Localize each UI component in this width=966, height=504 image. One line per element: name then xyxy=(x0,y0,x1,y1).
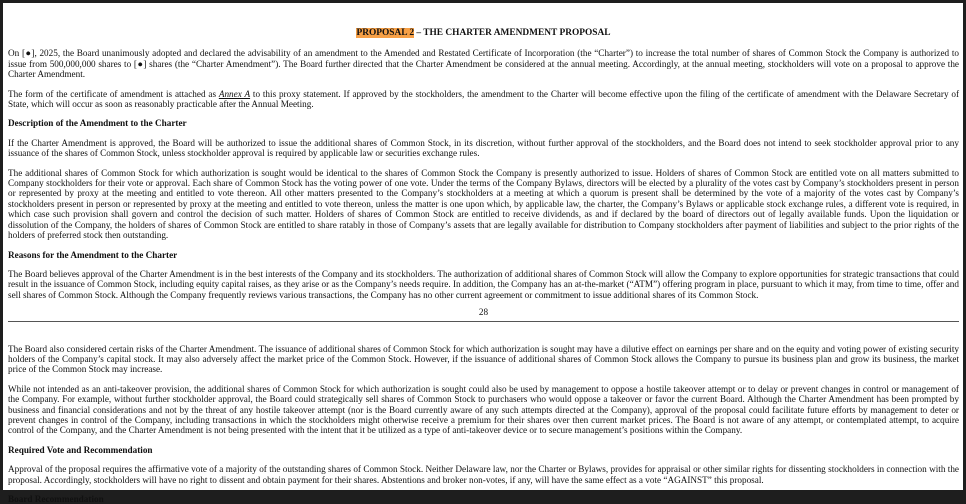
required-vote-paragraph: Approval of the proposal requires the affirmative vote of a majority of the outstanding shares of Common Stock. Neither Delaware law, nor the Charter or Bylaws, provides for appraisal or other similar rights for dissenting stockholders in connection with the proposal. Accordingly, stockholders will have no right to dissent and obtain payment for their shares. Abstentions and broker non-votes, if any, will have the same effect as a vote “AGAINST” this proposal. xyxy=(8,464,959,485)
form-paragraph xyxy=(8,89,959,110)
section-heading-description: Description of the Amendment to the Charter xyxy=(8,118,187,129)
description-paragraph-1: If the Charter Amendment is approved, the Board will be authorized to issue the additional shares of Common Stock, in its discretion, without further approval of the stockholders, and the Board does not intend to seek stockholder approval prior to any issuance of the shares of Common Stock, unless stockholder approval is required by applicable law or securities exchange rules. xyxy=(8,137,959,159)
reasons-paragraph-1: The Board believes approval of the Charter Amendment is in the best interests of the Company and its stockholders. The authorization of additional shares of Common Stock will allow the Company to explore opportunities for strategic transactions that could result in the issuance of Common Stock, including equity capital raises, as they arise or as the Company’s needs require. In addition, the Company has an at-the-market (“ATM”) offering program in place, pursuant to which it may, from time to time, offer and sell shares of Common Stock. Although the Company frequently reviews various transactions, the Company has no other current agreement or commitment to issue additional shares of its Common Stock. xyxy=(8,268,959,300)
form-paragraph-text: The form of the certificate of amendment is attached as xyxy=(8,88,219,99)
document-viewport[interactable] xyxy=(3,3,963,504)
proposal-title-text: – THE CHARTER AMENDMENT PROPOSAL xyxy=(414,28,611,38)
page-break-divider xyxy=(8,321,959,322)
description-paragraph-2: The additional shares of Common Stock for which authorization is sought would be identical to the shares of Common Stock the Company is presently authorized to issue. Holders of shares of Common Stock are entitled vote on all matters submitted to Company stockholders for their vote or approval. Each share of Common Stock has the voting power of one vote. Under the terms of the Company Bylaws, directors will be elected by a plurality of the votes cast by Company’s stockholders present in person or represented by proxy at the meeting and entitled to vote thereon. All other matters presented to the Company’s stockholders at a meeting at which a quorum is present shall be determined by the vote of a majority of the votes cast by Company’s stockholders present in person or represented by proxy at the meeting and entitled to vote thereon, unless the matter is one upon which, by applicable law, the charter, the Company’s Bylaws or applicable stock exchange rules, a different vote is required, in which case such provision shall govern and control the decision of such matter. Holders of shares of Common Stock are entitled to receive dividends, as and if declared by the board of directors out of legally available funds. Upon the liquidation or dissolution of the Company, the holders of shares of Common Stock are entitled to share ratably in those of Company’s assets that are legally available for distribution to Company stockholders after payment of liabilities and subject to the prior rights of the holders of preferred stock then outstanding. xyxy=(8,167,959,241)
risks-paragraph-2: While not intended as an anti-takeover provision, the additional shares of Common Stock for which authorization is sought could also be used by management to oppose a hostile takeover attempt or to delay or prevent changes in control or management of the Company. For example, without further stockholder approval, the Board could strategically sell shares of Common Stock to purchasers who would oppose a takeover or favor the current Board. Although the Charter Amendment has been prompted by business and financial considerations and not by the threat of any hostile takeover attempt (nor is the Board currently aware of any such attempts directed at the Company), approval of the proposal could facilitate future efforts by management to deter or prevent changes in control of the Company, including transactions in which the stockholders might otherwise receive a premium for their shares over then current market prices. The Board is not aware of any attempt, or contemplated attempt, to acquire control of the Company, and the Charter Amendment is not being presented with the intent that it be utilized as a type of anti-takeover device or to secure management’s positions within the Company. xyxy=(8,383,959,436)
proposal-title xyxy=(8,28,959,38)
risks-paragraph-1: The Board also considered certain risks of the Charter Amendment. The issuance of additional shares of Common Stock for which authorization is sought may have a dilutive effect on earnings per share and on the equity and voting power of existing security holders of the Company’s capital stock. It may also adversely affect the market price of the Common Stock. However, if the issuance of additional shares of Common Stock allows the Company to pursue its business plan and grow its business, the market price of the Common Stock may increase. xyxy=(8,343,959,375)
annex-a-link[interactable]: Annex A xyxy=(218,88,251,99)
page-number: 28 xyxy=(478,307,489,318)
section-heading-reasons: Reasons for the Amendment to the Charter xyxy=(8,249,178,260)
form-paragraph-text-end: to this proxy statement. If approved by the stockholders, the amendment to the Charter will become effective upon the filing of the certificate of amendment with the Delaware Secretary of State, which will occur as soon as reasonably practicable after the Annual Meeting. xyxy=(8,88,960,110)
search-highlight: PROPOSAL 2 xyxy=(356,28,415,38)
intro-paragraph: On [●], 2025, the Board unanimously adopted and declared the advisability of an amendment to the Amended and Restated Certificate of Incorporation (the “Charter”) to increase the total number of shares of Common Stock the Company is authorized to issue from 500,000,000 shares to [●] shares (the “Charter Amendment”). The Board further directed that the Charter Amendment be considered at the annual meeting. Accordingly, at the annual meeting, stockholders will vote on a proposal to approve the Charter Amendment. xyxy=(8,48,959,80)
section-heading-board-recommendation: Board Recommendation xyxy=(8,494,104,504)
document-page xyxy=(3,28,963,504)
section-heading-required-vote: Required Vote and Recommendation xyxy=(8,444,153,455)
